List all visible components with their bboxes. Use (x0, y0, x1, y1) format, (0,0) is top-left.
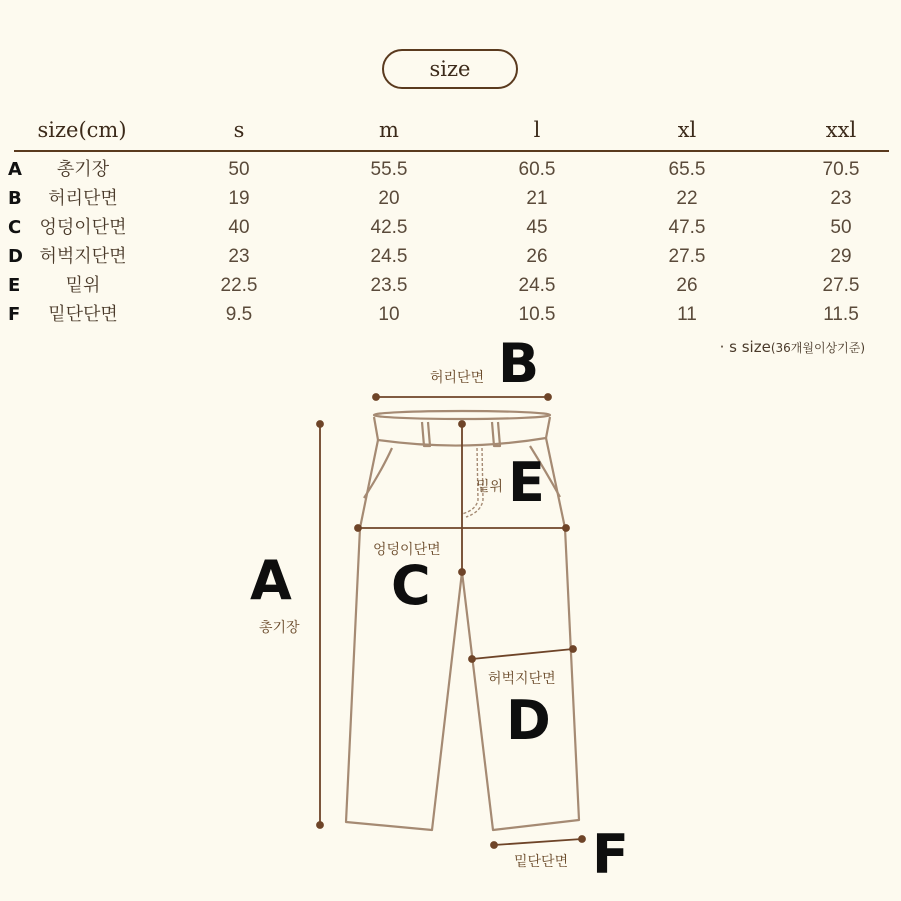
row-label: 밑단단면 (48, 304, 118, 325)
label-D: 허벅지단면 (488, 671, 556, 687)
cell-value: 22.5 (220, 275, 258, 296)
size-title-pill: size (382, 49, 518, 89)
measure-dot (317, 822, 323, 828)
note-suffix: (36개월이상기준) (770, 341, 865, 355)
letter-A: A (250, 549, 292, 612)
letter-C: C (391, 554, 431, 617)
header-size-m: m (379, 118, 399, 142)
row-letter: E (8, 275, 21, 296)
cell-value: 11 (677, 304, 697, 325)
row-label: 총기장 (56, 159, 110, 180)
row-letter: C (8, 217, 22, 238)
measure-dot (317, 421, 323, 427)
cell-value: 23 (228, 246, 250, 267)
belt-loop-right (492, 422, 500, 446)
label-E: 밑위 (476, 479, 504, 495)
pocket-left (364, 448, 392, 498)
cell-value: 65.5 (668, 159, 706, 180)
cell-value: 19 (228, 188, 250, 209)
label-F: 밑단단면 (514, 854, 569, 870)
cell-value: 23 (830, 188, 852, 209)
label-C: 엉덩이단면 (373, 542, 441, 558)
measure-dot (579, 836, 585, 842)
cell-value: 24.5 (370, 246, 408, 267)
waist-top-edge (374, 411, 550, 419)
header-size-s: s (233, 118, 245, 142)
header-size-xxl: xxl (825, 118, 857, 142)
cell-value: 23.5 (370, 275, 408, 296)
measure-dot (563, 525, 569, 531)
cell-value: 9.5 (225, 304, 253, 325)
row-label: 엉덩이단면 (39, 217, 127, 238)
letter-E: E (508, 451, 545, 514)
measure-dot (355, 525, 361, 531)
cell-value: 26 (526, 246, 548, 267)
cell-value: 27.5 (822, 275, 860, 296)
cell-value: 24.5 (518, 275, 556, 296)
cell-value: 55.5 (370, 159, 408, 180)
measure-dot (459, 421, 465, 427)
header-size-xl: xl (677, 118, 697, 142)
label-B: 허리단면 (430, 370, 485, 386)
cell-value: 45 (526, 217, 548, 238)
cell-value: 47.5 (668, 217, 706, 238)
cell-value: 22 (676, 188, 698, 209)
row-label: 허벅지단면 (39, 246, 127, 267)
cell-value: 29 (830, 246, 852, 267)
row-label: 밑위 (65, 275, 101, 296)
cell-value: 70.5 (822, 159, 860, 180)
note-prefix: · s size (719, 338, 771, 356)
letter-B: B (498, 332, 540, 395)
measure-dot (469, 656, 475, 662)
cell-value: 60.5 (518, 159, 556, 180)
label-A: 총기장 (259, 620, 300, 636)
cell-value: 27.5 (668, 246, 706, 267)
row-letter: B (8, 188, 22, 209)
cell-value: 42.5 (370, 217, 408, 238)
cell-value: 11.5 (823, 304, 859, 325)
row-letter: D (8, 246, 23, 267)
measure-line-F (494, 839, 582, 845)
measure-dot (459, 569, 465, 575)
cell-value: 50 (830, 217, 852, 238)
cell-value: 20 (378, 188, 400, 209)
header-corner: size(cm) (37, 118, 127, 142)
cell-value: 10.5 (518, 304, 556, 325)
row-letter: A (8, 159, 22, 180)
belt-loop-left (422, 422, 430, 446)
measure-dot (491, 842, 497, 848)
left-leg (346, 440, 462, 830)
cell-value: 21 (526, 188, 548, 209)
letter-D: D (506, 689, 551, 752)
letter-F: F (592, 823, 629, 886)
row-label: 허리단면 (48, 188, 118, 209)
cell-value: 10 (378, 304, 400, 325)
cell-value: 26 (676, 275, 698, 296)
header-size-l: l (533, 118, 541, 142)
measure-dot (570, 646, 576, 652)
row-letter: F (8, 304, 21, 325)
cell-value: 40 (228, 217, 250, 238)
cell-value: 50 (228, 159, 250, 180)
measure-dot (373, 394, 379, 400)
measure-dot (545, 394, 551, 400)
measure-line-D (472, 649, 573, 659)
